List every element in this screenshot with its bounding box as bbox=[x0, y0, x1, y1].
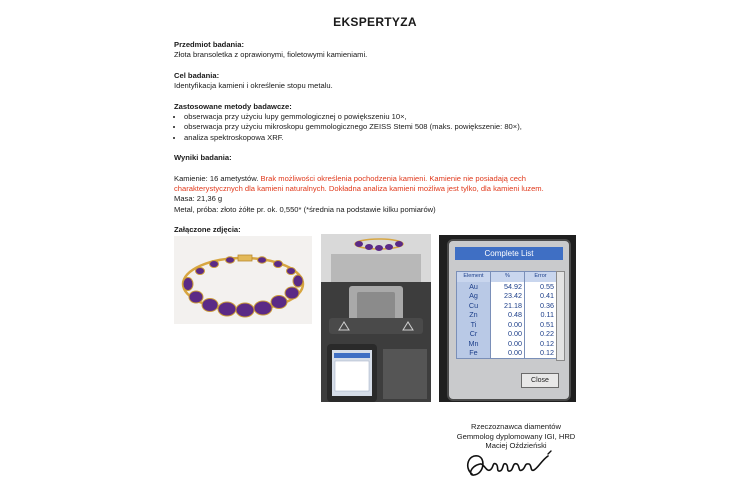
xrf-col-element: Element bbox=[457, 272, 491, 282]
table-row bbox=[457, 310, 556, 320]
xrf-col-percent: % bbox=[491, 272, 525, 282]
results-metal: Metal, próba: złoto żółte pr. ok. 0,550* (*średnia na podstawie kilku pomiarów) bbox=[174, 204, 436, 214]
results-mass: Masa: 21,36 g bbox=[174, 194, 223, 204]
xrf-percent: 54.92 bbox=[491, 282, 525, 292]
table-row bbox=[457, 320, 556, 330]
methods-list bbox=[174, 112, 594, 143]
table-row bbox=[457, 291, 556, 301]
xrf-element: Zn bbox=[457, 310, 491, 320]
xrf-device-icon bbox=[321, 234, 431, 402]
results-heading: Wyniki badania: bbox=[174, 153, 232, 163]
xrf-error: 0.51 bbox=[525, 320, 556, 330]
xrf-element: Mn bbox=[457, 339, 491, 349]
results-stones bbox=[174, 174, 594, 195]
method-item: • analiza spektroskopowa XRF. bbox=[184, 133, 594, 143]
signature-name: Maciej Oździeński bbox=[485, 441, 547, 451]
method-item: • obserwacja przy użyciu lupy gemmologicznej o powiększeniu 10×, bbox=[184, 112, 594, 122]
xrf-element: Cr bbox=[457, 329, 491, 339]
methods-heading: Zastosowane metody badawcze: bbox=[174, 101, 292, 111]
signature-qualification: Gemmolog dyplomowany IGI, HRD bbox=[456, 431, 576, 441]
xrf-percent: 0.48 bbox=[491, 310, 525, 320]
table-row bbox=[457, 329, 556, 339]
xrf-error: 0.11 bbox=[525, 310, 556, 320]
xrf-percent: 0.00 bbox=[491, 329, 525, 339]
purpose-text: Identyfikacja kamieni i określenie stopu metalu. bbox=[174, 81, 333, 91]
xrf-percent: 21.18 bbox=[491, 301, 525, 311]
method-item: • obserwacja przy użyciu mikroskopu gemmologicznego ZEISS Stemi 508 (maks. powiększenie: 80×), bbox=[184, 122, 594, 132]
table-row bbox=[457, 301, 556, 311]
subject-text: Złota bransoletka z oprawionymi, fioletowymi kamieniami. bbox=[174, 50, 368, 60]
handwritten-signature-icon bbox=[462, 448, 562, 482]
document-title: EKSPERTYZA bbox=[333, 15, 417, 29]
xrf-element: Au bbox=[457, 282, 491, 292]
photos-heading: Załączone zdjęcia: bbox=[174, 225, 241, 235]
table-row bbox=[457, 339, 556, 349]
xrf-col-error: Error bbox=[525, 272, 556, 282]
xrf-element: Fe bbox=[457, 348, 491, 358]
xrf-error: 0.41 bbox=[525, 291, 556, 301]
signature-block bbox=[426, 422, 606, 451]
stones-count: Kamienie: 16 ametystów. bbox=[174, 173, 261, 183]
bracelet-photo bbox=[174, 236, 312, 324]
xrf-percent: 0.00 bbox=[491, 348, 525, 358]
table-row bbox=[457, 282, 556, 292]
xrf-error: 0.55 bbox=[525, 282, 556, 292]
subject-heading: Przedmiot badania: bbox=[174, 40, 245, 49]
xrf-error: 0.22 bbox=[525, 329, 556, 339]
xrf-element: Cu bbox=[457, 301, 491, 311]
xrf-error: 0.12 bbox=[525, 348, 556, 358]
stones-warning: Brak możliwości określenia pochodzenia kamieni. Kamienie nie posiadają cech charakterystycznych dla kamieni naturalnych. Dokładna analiza kamieni możliwa jest tylko, dla kamieni luzem. bbox=[174, 173, 544, 194]
xrf-close-button: Close bbox=[521, 373, 559, 388]
xrf-error: 0.12 bbox=[525, 339, 556, 349]
xrf-error: 0.36 bbox=[525, 301, 556, 311]
xrf-percent: 0.00 bbox=[491, 339, 525, 349]
xrf-table bbox=[456, 271, 557, 359]
document-body bbox=[174, 40, 594, 236]
xrf-element: Ti bbox=[457, 320, 491, 330]
xrf-percent: 0.00 bbox=[491, 320, 525, 330]
xrf-percent: 23.42 bbox=[491, 291, 525, 301]
xrf-screen bbox=[447, 239, 571, 401]
table-row bbox=[457, 348, 556, 358]
bracelet-icon bbox=[174, 236, 312, 324]
xrf-results-photo bbox=[439, 235, 576, 402]
xrf-screen-title: Complete List bbox=[455, 247, 563, 260]
xrf-table-header bbox=[457, 272, 556, 282]
purpose-heading: Cel badania: bbox=[174, 70, 220, 80]
xrf-element: Ag bbox=[457, 291, 491, 301]
xrf-scrollbar bbox=[556, 271, 565, 361]
signature-title: Rzeczoznawca diamentów bbox=[471, 422, 561, 431]
xrf-device-photo bbox=[321, 234, 431, 402]
